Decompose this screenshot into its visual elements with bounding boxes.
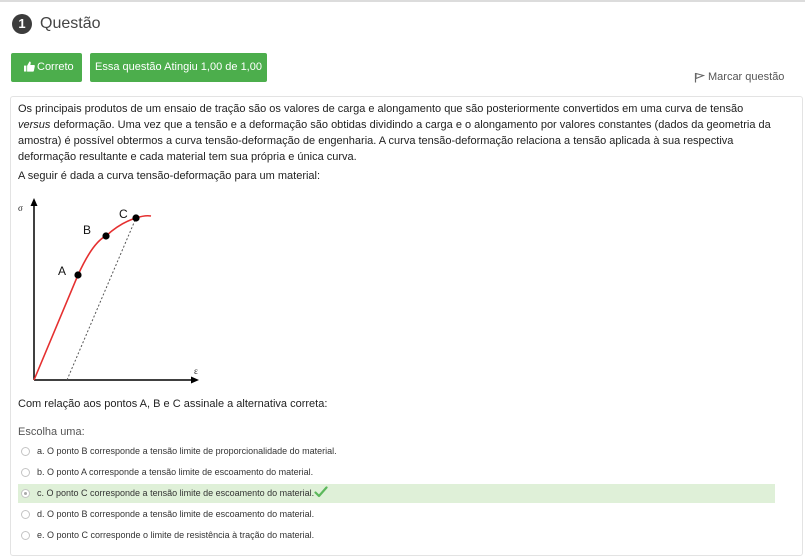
paragraph-text-end: deformação. Uma vez que a tensão e a deformação são obtidas dividindo a carga e o alongamento por valores constantes (dados da geometria da amostra) é possível obtermos a curva tensão-deformação de engenharia. A curva tensão-deformação relaciona a tensão aplicada à sua respectiva deformação resultante e cada material tem sua própria e única curva. bbox=[18, 119, 771, 163]
y-axis-arrow bbox=[31, 198, 38, 206]
question-number-badge: 1 bbox=[12, 14, 32, 34]
radio-e[interactable] bbox=[21, 531, 30, 540]
x-axis-arrow bbox=[191, 377, 199, 384]
flag-label: Marcar questão bbox=[708, 71, 785, 83]
offset-line bbox=[67, 218, 136, 380]
stress-strain-chart bbox=[15, 195, 205, 385]
x-axis-symbol: ε bbox=[194, 366, 198, 376]
answer-option-e[interactable] bbox=[18, 526, 775, 545]
point-a-label: A bbox=[58, 264, 67, 278]
correct-status-badge bbox=[11, 53, 82, 82]
choose-one-label: Escolha uma: bbox=[18, 426, 85, 438]
question-title: Questão bbox=[40, 15, 101, 32]
curve-intro-text: A seguir é dada a curva tensão-deformação para um material: bbox=[18, 170, 321, 182]
option-e-text: e. O ponto C corresponde o limite de resistência à tração do material. bbox=[37, 530, 315, 540]
check-icon bbox=[314, 485, 328, 499]
stress-strain-curve bbox=[34, 216, 151, 380]
point-c-label: C bbox=[119, 207, 128, 221]
point-b-marker bbox=[102, 232, 109, 239]
top-border bbox=[0, 0, 805, 2]
question-prompt: Com relação aos pontos A, B e C assinale a alternativa correta: bbox=[18, 398, 328, 410]
question-paragraph bbox=[18, 101, 778, 165]
score-badge: Essa questão Atingiu 1,00 de 1,00 bbox=[90, 53, 267, 82]
radio-d[interactable] bbox=[21, 510, 30, 519]
correct-label: Correto bbox=[37, 61, 74, 73]
point-a-marker bbox=[74, 271, 81, 278]
answer-option-d[interactable] bbox=[18, 505, 775, 524]
option-c-text: c. O ponto C corresponde a tensão limite de escoamento do material. bbox=[37, 488, 315, 498]
flag-icon bbox=[694, 72, 705, 83]
radio-a[interactable] bbox=[21, 447, 30, 456]
y-axis-symbol: σ bbox=[18, 203, 23, 213]
option-d-text: d. O ponto B corresponde a tensão limite de escoamento do material. bbox=[37, 509, 315, 519]
answer-option-b[interactable] bbox=[18, 463, 775, 482]
thumbs-up-icon bbox=[24, 61, 35, 72]
option-b-text: b. O ponto A corresponde a tensão limite de escoamento do material. bbox=[37, 467, 314, 477]
answer-option-a[interactable] bbox=[18, 442, 775, 461]
option-a-text: a. O ponto B corresponde a tensão limite de proporcionalidade do material. bbox=[37, 446, 337, 456]
paragraph-italic-word: versus bbox=[18, 119, 51, 131]
point-c-marker bbox=[132, 214, 139, 221]
point-b-label: B bbox=[83, 223, 92, 237]
answer-option-c[interactable] bbox=[18, 484, 775, 503]
radio-c[interactable] bbox=[21, 489, 30, 498]
paragraph-text-start: Os principais produtos de um ensaio de tração são os valores de carga e alongamento que são posteriormente convertidos em uma curva de tensão bbox=[18, 103, 744, 115]
radio-b[interactable] bbox=[21, 468, 30, 477]
